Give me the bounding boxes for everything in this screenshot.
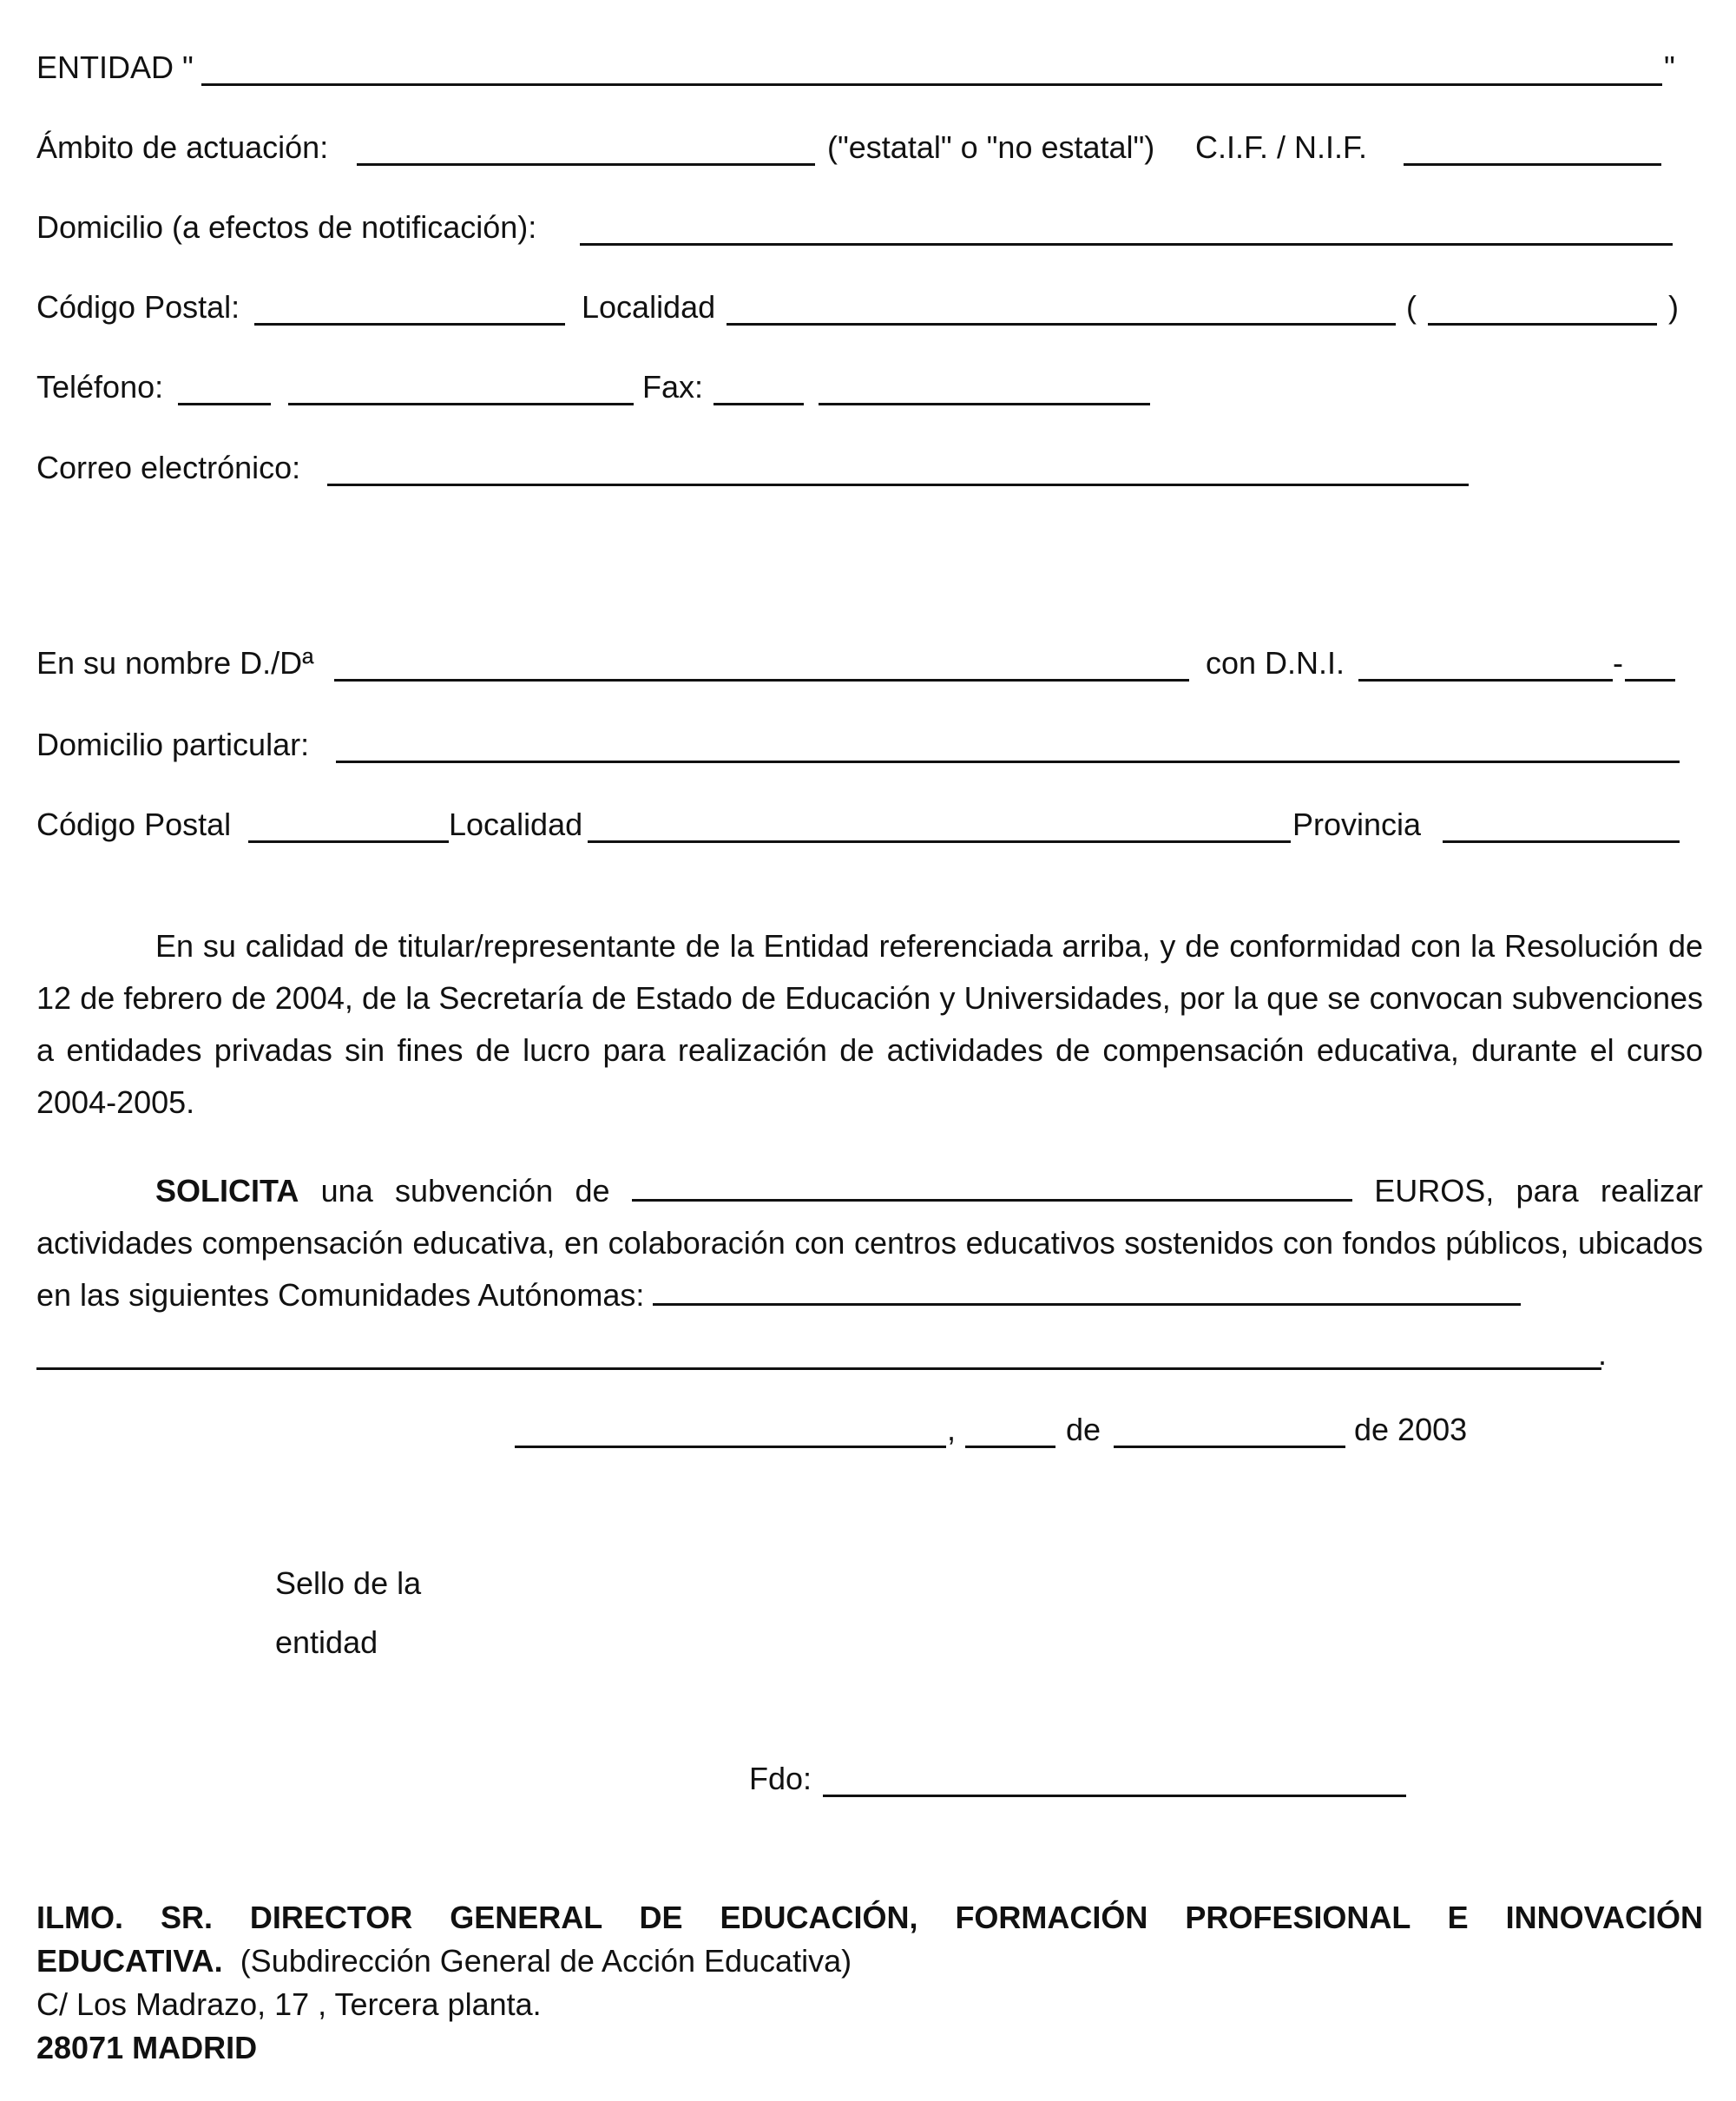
correo-label: Correo electrónico:	[36, 450, 301, 485]
declaration-paragraph	[36, 920, 1703, 1129]
signature-label: Fdo:	[749, 1761, 812, 1796]
addressee-block	[36, 1896, 1703, 2070]
telefono-label: Teléfono:	[36, 369, 164, 405]
dni-number-field[interactable]	[1358, 679, 1613, 682]
dni-label: con D.N.I.	[1206, 645, 1345, 681]
fax-label: Fax:	[642, 369, 704, 405]
dni-dash: -	[1613, 645, 1623, 681]
domicilio-notificacion-label: Domicilio (a efectos de notificación):	[36, 209, 537, 245]
entity-provincia-field[interactable]	[1428, 323, 1657, 326]
rep-provincia-label: Provincia	[1292, 807, 1422, 842]
solicita-keyword: SOLICITA	[155, 1173, 299, 1209]
solicita-pre-text: una subvención de	[320, 1173, 610, 1209]
ambito-label: Ámbito de actuación:	[36, 129, 329, 165]
cif-field[interactable]	[1404, 163, 1661, 166]
domicilio-particular-field[interactable]	[336, 761, 1680, 763]
addressee-line2-normal: (Subdirección General de Acción Educativa)	[240, 1943, 852, 1979]
signature-field[interactable]	[823, 1795, 1406, 1797]
rep-cp-field[interactable]	[248, 840, 449, 843]
entity-name-field[interactable]	[201, 83, 1662, 86]
entity-localidad-label: Localidad	[582, 289, 716, 325]
addressee-street: C/ Los Madrazo, 17 , Tercera planta.	[36, 1986, 542, 2022]
domicilio-particular-label: Domicilio particular:	[36, 727, 310, 762]
telefono-prefix-field[interactable]	[178, 403, 271, 405]
entity-cp-label: Código Postal:	[36, 289, 240, 325]
date-day-field[interactable]	[965, 1446, 1055, 1448]
date-month-field[interactable]	[1114, 1446, 1345, 1448]
addressee-city: 28071 MADRID	[36, 2030, 258, 2065]
entity-label: ENTIDAD "	[36, 49, 194, 85]
fax-number-field[interactable]	[819, 403, 1150, 405]
rep-cp-label: Código Postal	[36, 807, 232, 842]
declaration-text: En su calidad de titular/representante de la Entidad referenciada arriba, y de conformidad con la Resolución de 12 de febrero de 2004, de la Secretaría de Estado de Educación y Universidades, por la que se convocan subvenciones a entidades privadas sin fines de lucro para realización de actividades de compensación educativa, durante el curso 2004-2005.	[36, 928, 1703, 1120]
correo-field[interactable]	[327, 484, 1469, 486]
ambito-field[interactable]	[357, 163, 815, 166]
ambito-hint: ("estatal" o "no estatal")	[827, 129, 1155, 165]
comunidades-field[interactable]	[653, 1272, 1521, 1306]
paren-open: (	[1406, 289, 1417, 325]
entity-localidad-field[interactable]	[727, 323, 1396, 326]
solicita-paragraph	[36, 1165, 1703, 1321]
fax-prefix-field[interactable]	[713, 403, 804, 405]
solicita-post-text: EUROS, para realizar actividades compensación educativa, en colaboración con centros educativos sostenidos con fondos públicos, ubicados en las siguientes Comunidades Autónomas:	[36, 1173, 1703, 1313]
comunidades-period: .	[1598, 1336, 1608, 1372]
nombre-label: En su nombre D./Dª	[36, 645, 314, 681]
rep-provincia-field[interactable]	[1443, 840, 1680, 843]
domicilio-notificacion-field[interactable]	[580, 243, 1673, 246]
telefono-number-field[interactable]	[288, 403, 634, 405]
date-place-field[interactable]	[515, 1446, 946, 1448]
date-comma: ,	[947, 1412, 957, 1447]
date-de-label: de	[1066, 1412, 1101, 1447]
subvencion-amount-field[interactable]	[632, 1168, 1352, 1202]
seal-label-line1: Sello de la	[275, 1565, 422, 1601]
nombre-field[interactable]	[334, 679, 1189, 682]
rep-localidad-label: Localidad	[449, 807, 583, 842]
addressee-line1: ILMO. SR. DIRECTOR GENERAL DE EDUCACIÓN, FORMACIÓN PROFESIONAL E INNOVACIÓN	[36, 1900, 1703, 1935]
comunidades-field-line2[interactable]	[36, 1367, 1601, 1370]
date-year-label: de 2003	[1354, 1412, 1468, 1447]
dni-letter-field[interactable]	[1625, 679, 1675, 682]
rep-localidad-field[interactable]	[588, 840, 1291, 843]
addressee-line2-bold: EDUCATIVA.	[36, 1943, 223, 1979]
seal-label-line2: entidad	[275, 1624, 378, 1660]
entity-closing-quote: "	[1664, 49, 1675, 85]
cif-label: C.I.F. / N.I.F.	[1195, 129, 1368, 165]
entity-cp-field[interactable]	[254, 323, 565, 326]
paren-close: )	[1668, 289, 1679, 325]
